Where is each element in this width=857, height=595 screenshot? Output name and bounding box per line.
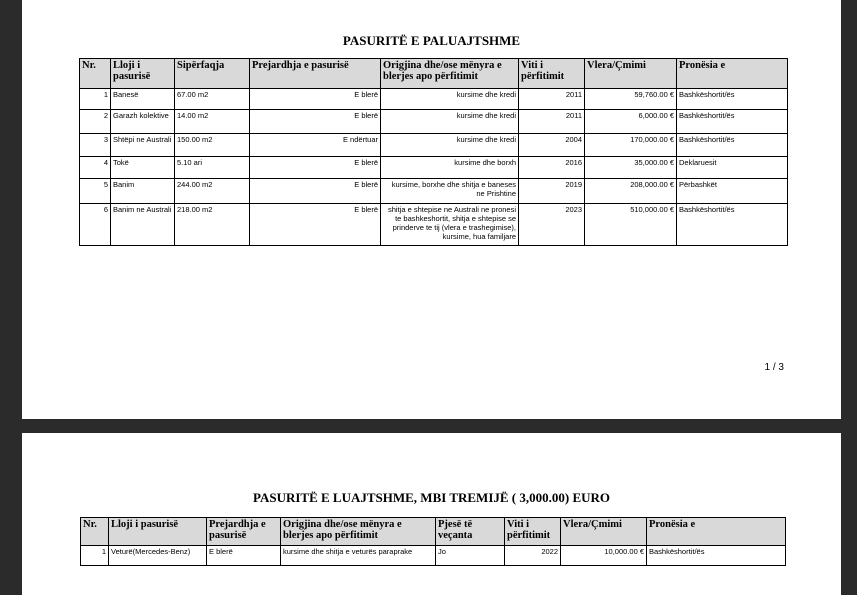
cell-year: 2011 (519, 110, 585, 134)
cell-origin: kursime, borxhe dhe shitja e baneses ne Prishtine (381, 179, 519, 204)
cell-value: 6,000.00 € (585, 110, 677, 134)
cell-provenance: E blerë (250, 157, 381, 179)
cell-year: 2023 (519, 204, 585, 246)
cell-area: 5.10 ari (175, 157, 250, 179)
cell-area: 150.00 m2 (175, 134, 250, 157)
movable-assets-table (80, 517, 786, 566)
cell-value: 510,000.00 € (585, 204, 677, 246)
cell-value: 208,000.00 € (585, 179, 677, 204)
cell-owner: Bashkëshortit/ës (677, 204, 788, 246)
cell-area: 218.00 m2 (175, 204, 250, 246)
column-header: Prejardhja e pasurisë (207, 518, 281, 546)
cell-nr: 4 (80, 157, 111, 179)
cell-type: Shtëpi ne Australi (111, 134, 175, 157)
column-header: Lloji i pasurisë (111, 59, 175, 89)
column-header: Lloji i pasurisë (109, 518, 207, 546)
page-title: PASURITË E LUAJTSHME, MBI TREMIJË ( 3,000.00) EURO (252, 490, 611, 505)
table-row (81, 546, 786, 566)
cell-nr: 3 (80, 134, 111, 157)
cell-owner: Bashkëshortit/ës (677, 89, 788, 110)
cell-type: Banesë (111, 89, 175, 110)
table-row (80, 110, 788, 134)
table-header-row (81, 518, 786, 546)
document-page-1 (22, 0, 841, 419)
table-row (80, 204, 788, 246)
cell-value: 59,760.00 € (585, 89, 677, 110)
column-header: Sipërfaqja (175, 59, 250, 89)
column-header: Viti i përfitimit (505, 518, 561, 546)
cell-special-parts: Jo (436, 546, 505, 566)
cell-area: 14.00 m2 (175, 110, 250, 134)
page-number: 1 / 3 (764, 362, 784, 373)
table-header-row (80, 59, 788, 89)
cell-provenance: E ndërtuar (250, 134, 381, 157)
cell-provenance: E blerë (250, 89, 381, 110)
cell-nr: 5 (80, 179, 111, 204)
cell-area: 67.00 m2 (175, 89, 250, 110)
column-header: Origjina dhe/ose mënyra e blerjes apo përfitimit (381, 59, 519, 89)
cell-owner: Deklaruesit (677, 157, 788, 179)
cell-value: 35,000.00 € (585, 157, 677, 179)
column-header: Vlera/Çmimi (585, 59, 677, 89)
column-header: Pronësia e (677, 59, 788, 89)
cell-type: Veturë(Mercedes-Benz) (109, 546, 207, 566)
cell-year: 2019 (519, 179, 585, 204)
cell-owner: Bashkëshortit/ës (647, 546, 786, 566)
column-header: Pjesë të veçanta (436, 518, 505, 546)
cell-provenance: E blerë (207, 546, 281, 566)
column-header: Nr. (80, 59, 111, 89)
cell-year: 2016 (519, 157, 585, 179)
cell-origin: kursime dhe kredi (381, 134, 519, 157)
page-title: PASURITË E PALUAJTSHME (342, 33, 521, 48)
cell-area: 244.00 m2 (175, 179, 250, 204)
table-row (80, 89, 788, 110)
cell-owner: Bashkëshortit/ës (677, 134, 788, 157)
cell-nr: 2 (80, 110, 111, 134)
table-row (80, 134, 788, 157)
cell-nr: 6 (80, 204, 111, 246)
cell-provenance: E blerë (250, 204, 381, 246)
cell-nr: 1 (80, 89, 111, 110)
cell-type: Banim (111, 179, 175, 204)
column-header: Prejardhja e pasurisë (250, 59, 381, 89)
column-header: Pronësia e (647, 518, 786, 546)
cell-owner: Përbashkët (677, 179, 788, 204)
cell-type: Tokë (111, 157, 175, 179)
cell-value: 170,000.00 € (585, 134, 677, 157)
column-header: Origjina dhe/ose mënyra e blerjes apo përfitimit (281, 518, 436, 546)
column-header: Nr. (81, 518, 109, 546)
cell-provenance: E blerë (250, 110, 381, 134)
cell-year: 2022 (505, 546, 561, 566)
cell-origin: kursime dhe kredi (381, 89, 519, 110)
cell-origin: kursime dhe shitja e veturës paraprake (281, 546, 436, 566)
cell-provenance: E blerë (250, 179, 381, 204)
cell-origin: shitja e shtepise ne Australi ne pronesi te bashkeshortit, shitja e shtepise se prinderve te tij (vlera e trashegimise), kursime, hua familjare (381, 204, 519, 246)
column-header: Viti i përfitimit (519, 59, 585, 89)
document-page-2 (22, 433, 841, 595)
cell-origin: kursime dhe kredi (381, 110, 519, 134)
cell-type: Garazh kolektive (111, 110, 175, 134)
column-header: Vlera/Çmimi (561, 518, 647, 546)
immovable-assets-table (79, 58, 788, 246)
table-row (80, 157, 788, 179)
cell-origin: kursime dhe borxh (381, 157, 519, 179)
cell-nr: 1 (81, 546, 109, 566)
cell-owner: Bashkëshortit/ës (677, 110, 788, 134)
cell-type: Banim ne Australi (111, 204, 175, 246)
cell-value: 10,000.00 € (561, 546, 647, 566)
table-row (80, 179, 788, 204)
cell-year: 2004 (519, 134, 585, 157)
cell-year: 2011 (519, 89, 585, 110)
